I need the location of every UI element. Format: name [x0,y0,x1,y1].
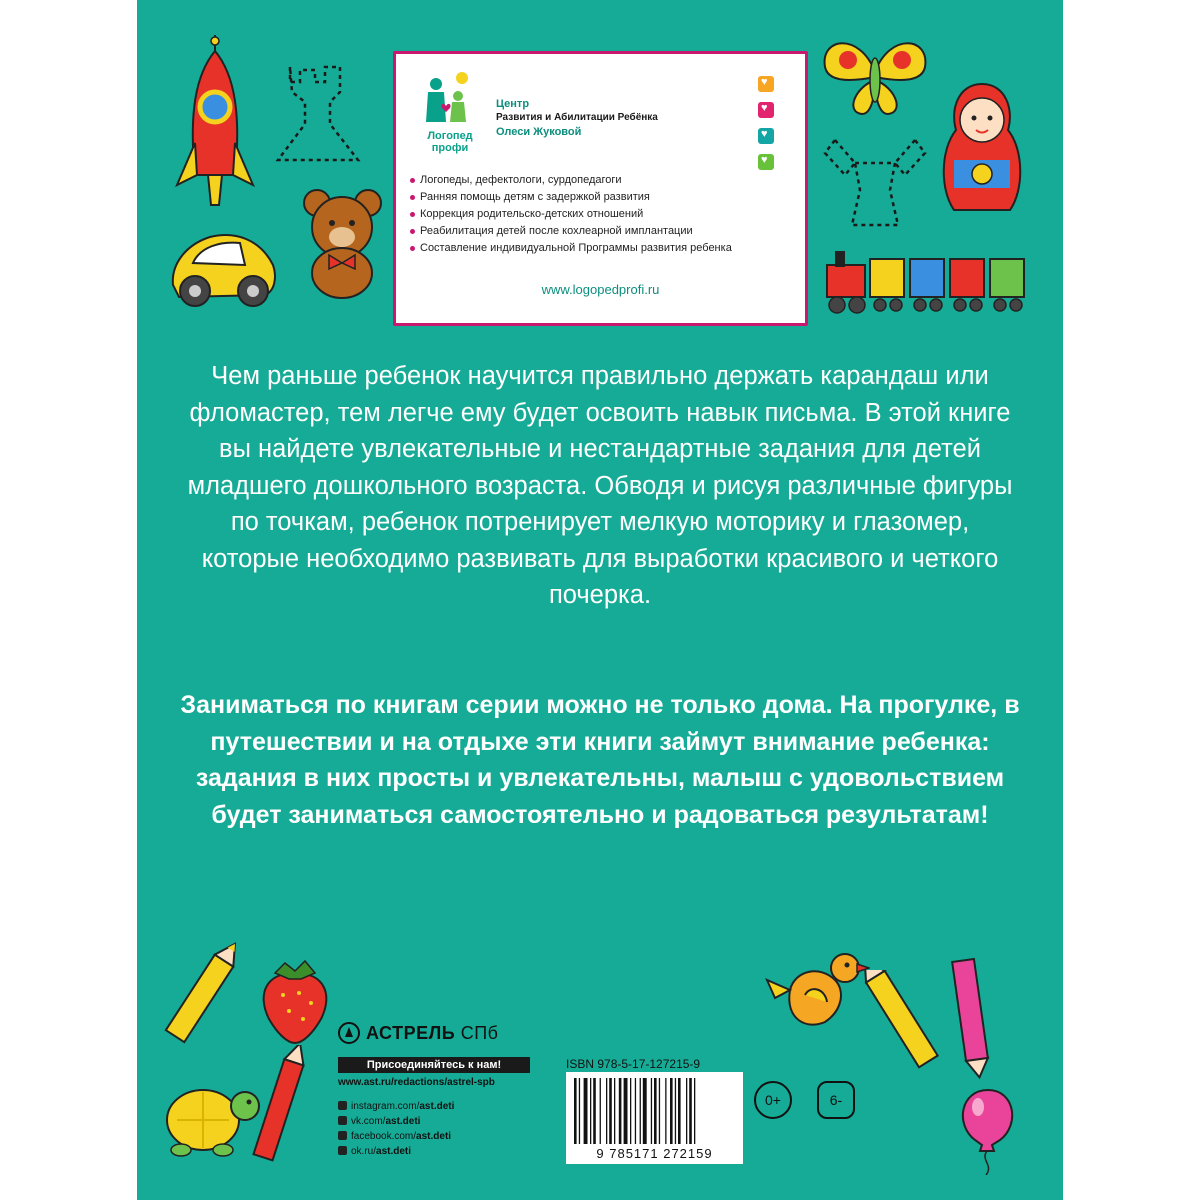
barcode [566,1072,743,1164]
social-handle: ast.deti [416,1131,452,1142]
pink-pencil-illustration [945,940,995,1080]
yellow-pencil-illustration [150,935,260,1045]
center-title-line-1: Центр [496,98,530,110]
dotted-tower-tracing [270,62,365,167]
publisher-city: СПб [460,1023,499,1043]
logo-line-1: Логопед [427,130,473,142]
car-illustration [165,225,280,310]
social-prefix: instagram.com/ [351,1101,420,1112]
publisher-url[interactable]: www.ast.ru/redactions/astrel-spb [338,1077,495,1088]
heart-icon [758,102,774,118]
website-link[interactable]: www.logopedprofi.ru [541,282,660,297]
publisher-logo [338,1020,538,1050]
social-link-vk[interactable] [338,1114,454,1129]
vk-icon [338,1116,347,1125]
join-us-banner: Присоединяйтесь к нам! [338,1057,530,1073]
isbn-number: ISBN 978-5-17-127215-9 [566,1057,701,1071]
heart-badges [758,76,778,180]
barcode-digits: 9 785171 272159 [596,1146,713,1161]
toy-train-illustration [822,245,1042,320]
series-paragraph: Заниматься по книгам серии можно не только дома. На прогулке, в путешествии и на отдыхе эти книги займут внимание ребенка: задания в них просты и увлекательны, малыш с удовольствием будет заниматься самостоятельно и радоваться результатам! [180,691,1020,829]
social-link-instagram[interactable] [338,1099,454,1114]
rocket-illustration [175,35,255,210]
service-item: Составление индивидуальной Программы развития ребенка [410,240,800,257]
center-title-line-3: Олеси Жуковой [496,126,582,138]
social-link-ok[interactable] [338,1144,454,1159]
logo-wordmark [410,130,490,154]
social-handle: ast.deti [385,1116,421,1127]
turtle-illustration [163,1080,263,1160]
age-rating-badge: 0+ [754,1081,792,1119]
age-range-badge: 6- [817,1081,855,1119]
publisher-name-text: АСТРЕЛЬ [366,1023,456,1043]
barcode-bars-icon [572,1078,737,1146]
service-item: Реабилитация детей после кохлеарной имплантации [410,223,800,240]
orange-pencil-illustration [858,970,958,1085]
social-prefix: ok.ru/ [351,1146,377,1157]
service-item: Коррекция родительско-детских отношений [410,206,800,223]
service-item: Ранняя помощь детям с задержкой развития [410,189,800,206]
facebook-icon [338,1131,347,1140]
social-handle: ast.deti [376,1146,412,1157]
instagram-icon [338,1101,347,1110]
social-link-facebook[interactable] [338,1129,454,1144]
teddy-bear-illustration [295,185,390,300]
heart-icon [758,154,774,170]
heart-icon [758,128,774,144]
ok-icon [338,1146,347,1155]
description-paragraph: Чем раньше ребенок научится правильно держать карандаш или фломастер, тем легче ему будет освоить навык письма. В этой книге вы найдете увлекательные и нестандартные задания для детей младшего дошкольного возраста. Обводя и рисуя различные фигуры по точкам, ребенок потренирует мелкую моторику и глазомер, которые необходимо развивать для выработки красивого и четкого почерка. [187,362,1013,609]
center-title [496,97,658,139]
social-links [338,1099,454,1159]
heart-icon [758,76,774,92]
strawberry-illustration [255,955,335,1045]
service-item: Логопеды, дефектологи, сурдопедагоги [410,172,800,189]
matryoshka-illustration [938,80,1026,215]
publisher-name [366,1023,498,1044]
center-title-line-2: Развития и Абилитации Ребёнка [496,112,658,123]
dotted-moose-tracing [820,135,930,235]
social-prefix: vk.com/ [351,1116,386,1127]
services-list [410,172,800,257]
logo-line-2: профи [431,142,469,154]
bird-illustration [765,950,870,1040]
logopedprofi-info-card [393,51,808,326]
social-handle: ast.deti [419,1101,455,1112]
social-prefix: facebook.com/ [351,1131,417,1142]
butterfly-illustration [820,32,930,122]
balloon-illustration [950,1085,1025,1175]
astrel-logo-icon [338,1022,360,1044]
